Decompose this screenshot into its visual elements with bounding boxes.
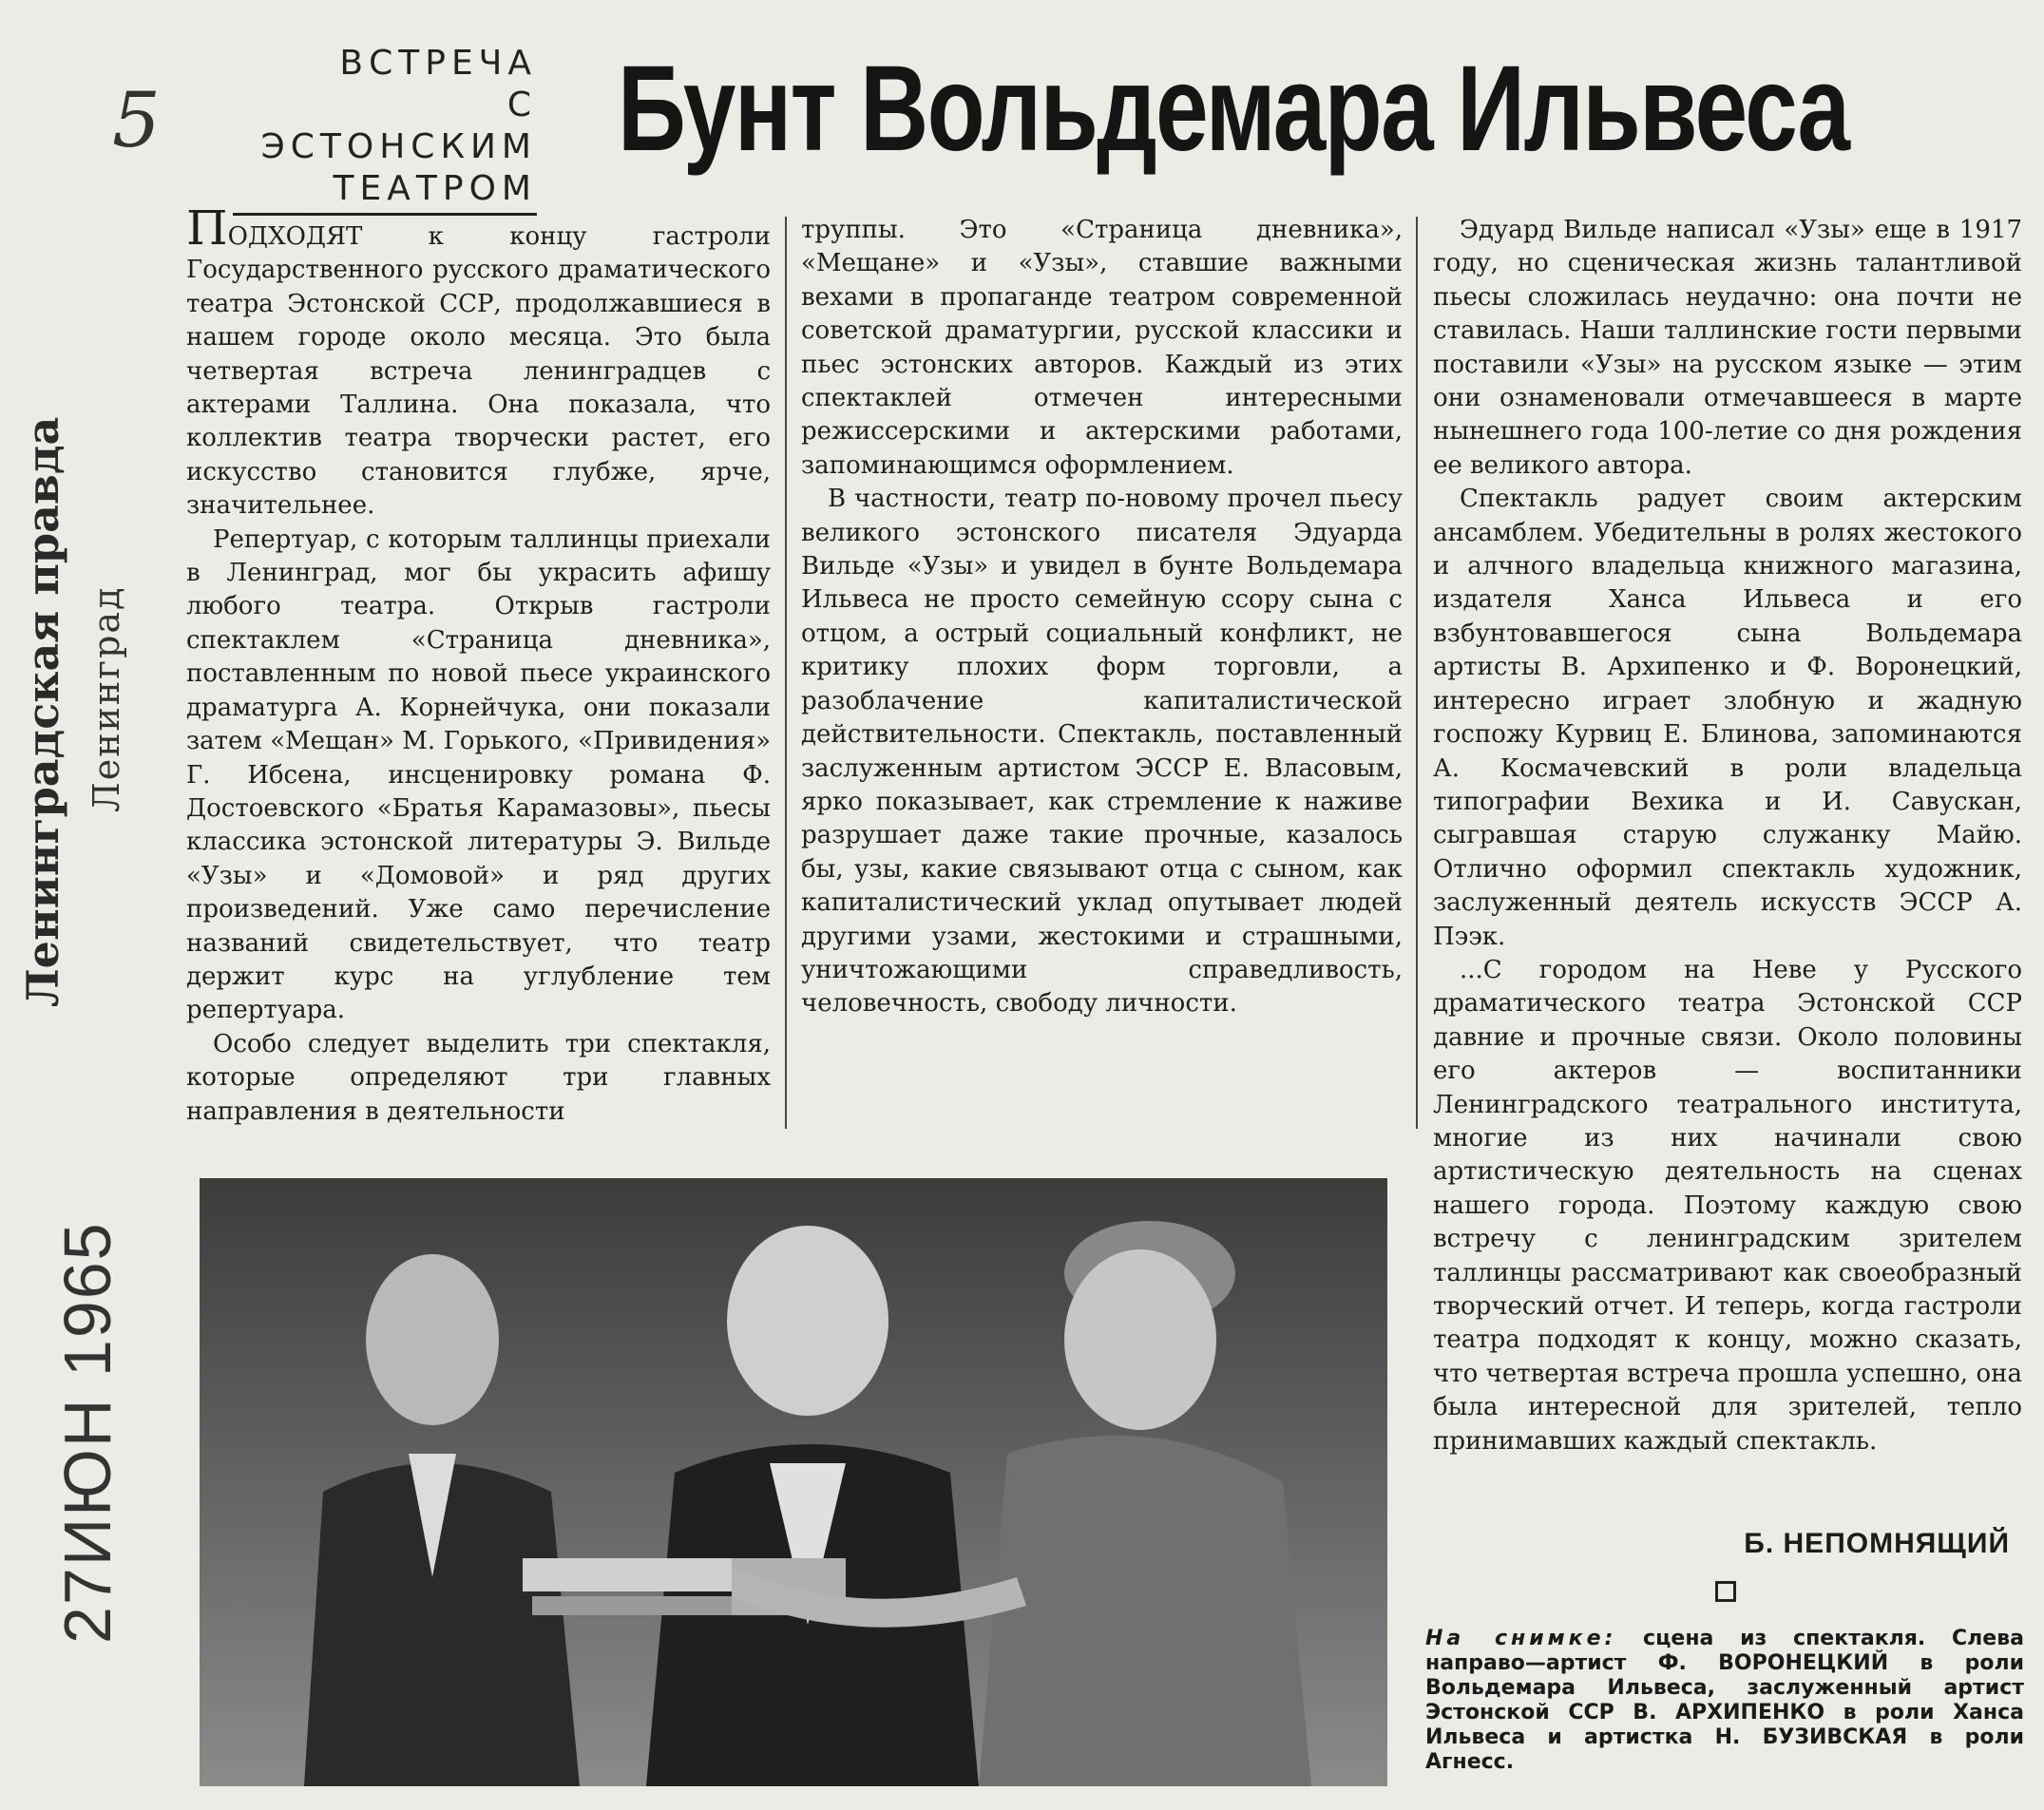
article-column-1: [186, 200, 771, 1129]
column-divider: [1416, 217, 1418, 1129]
paragraph: Спектакль радует своим актерским ансамблем. Убедительны в ролях жестокого и алчного владельца книжного магазина, издателя Ханса Ильвеса и его взбунтовавшегося сына Вольдемара артисты В. Архипенко и Ф. Воронецкий, интересно играет злобную и жадную госпожу Курвиц Е. Блинова, запоминаются А. Космачевский в роли владельца типографии Вехика и И. Савускан, сыгравшая старую служанку Майю. Отлично оформил спектакль художник, заслуженный деятель искусств ЭССР А. Пээк.: [1433, 485, 2022, 951]
rubric-line-2: С ЭСТОНСКИМ: [260, 86, 537, 166]
paragraph-text: ОДХОДЯТ к концу гастроли Государственного русского драматического театра Эстонской ССР, продолжавшиеся в нашем городе около месяца. Это была четвертая встреча ленинградцев с актерами Таллина. Она показала, что коллектив театра творчески растет, его искусство становится глубже, ярче, значительнее.: [186, 222, 771, 521]
caption-lead: На снимке:: [1425, 1627, 1617, 1650]
stamp-date: 27ИЮН 1965: [50, 1221, 124, 1644]
handwritten-page-mark: 5: [112, 76, 161, 164]
stamp-newspaper-name: Ленинградская правда: [17, 416, 68, 1007]
rubric-line-3: ТЕАТРОМ: [333, 169, 537, 208]
paragraph: труппы. Это «Страница дневника», «Мещане» и «Узы», ставшие важными вехами в пропаганде театром современной советской драматургии, русской классики и пьес эстонских авторов. Каждый из этих спектаклей отмечен интересными режиссерскими и актерскими работами, запоминающимся оформлением.: [801, 216, 1403, 480]
drop-cap: П: [186, 200, 228, 256]
rubric: [233, 43, 537, 210]
caption-text: сцена из спектакля. Слева направо—артист Ф. ВОРОНЕЦКИЙ в роли Вольдемара Ильвеса, заслуженный артист Эстонской ССР В. АРХИПЕНКО в роли Ханса Ильвеса и артистка Н. БУЗИВСКАЯ в роли Агнесс.: [1425, 1627, 2024, 1774]
scene-photo: [200, 1178, 1387, 1786]
author-signature: Б. НЕПОМНЯЩИЙ: [1744, 1528, 2010, 1559]
paragraph: ...С городом на Неве у Русского драматического театра Эстонской ССР давние и прочные связи. Около половины его актеров — воспитанники Ленинградского театрального института, многие из них начинали свою артистическую деятельность на сценах нашего города. Поэтому каждую свою встречу с ленинградским зрителем таллинцы рассматривают как своеобразный творческий отчет. И теперь, когда гастроли театра подходят к концу, можно сказать, что четвертая встреча прошла успешно, она была интересной для зрителей, тепло принимавших каждый спектакль.: [1433, 955, 2022, 1456]
paragraph: [186, 200, 771, 524]
column-divider: [785, 217, 787, 1129]
paragraph: Эдуард Вильде написал «Узы» еще в 1917 году, но сценическая жизнь талантливой пьесы сложилась неудачно: она почти не ставилась. Наши таллинские гости первыми поставили «Узы» на русском языке — этим они ознаменовали отмечавшееся в марте нынешнего года 100-летие со дня рождения ее великого автора.: [1433, 216, 2022, 480]
paragraph: Репертуар, с которым таллинцы приехали в Ленинград, мог бы украсить афишу любого театра. Открыв гастроли спектаклем «Страница дневника», поставленным по новой пьесе украинского драматурга А. Корнейчука, они показали затем «Мещан» М. Горького, «Привидения» Г. Ибсена, инсценировку романа Ф. Достоевского «Братья Карамазовы», пьесы классика эстонской литературы Э. Вильде «Узы» и «Домовой» и ряд других произведений. Уже само перечисление названий свидетельствует, что театр держит курс на углубление тем репертуара.: [186, 524, 771, 1025]
stamp-city: Ленинград: [86, 585, 127, 812]
photo-caption: [1425, 1627, 2024, 1775]
article-column-2: [801, 214, 1403, 1021]
headline: Бунт Вольдемара Ильвеса: [618, 41, 1849, 177]
paragraph: Особо следует выделить три спектакля, которые определяют три главных направления в деятельности: [186, 1029, 771, 1126]
rubric-line-1: ВСТРЕЧА: [339, 44, 537, 83]
end-mark: [1715, 1581, 1736, 1602]
article-column-3: [1433, 214, 2022, 1458]
paragraph: В частности, театр по-новому прочел пьесу великого эстонского писателя Эдуарда Вильде «Узы» и увидел в бунте Вольдемара Ильвеса не просто семейную ссору сына с отцом, а острый социальный конфликт, не критику плохих форм торговли, а разоблачение капиталистической действительности. Спектакль, поставленный заслуженным артистом ЭССР Е. Власовым, ярко показывает, как стремление к наживе разрушает даже такие прочные, казалось бы, узы, какие связывают отца с сыном, как капиталистический уклад опутывает людей другими узами, жестокими и страшными, уничтожающими справедливость, человечность, свободу личности.: [801, 485, 1403, 1019]
